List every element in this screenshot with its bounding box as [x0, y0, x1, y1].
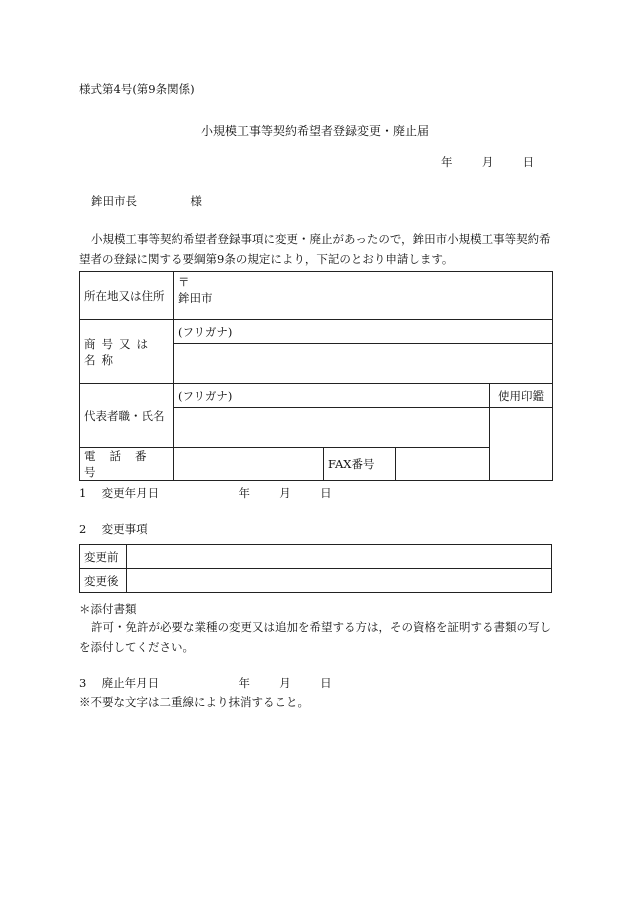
section-change-items	[79, 521, 148, 537]
after-field[interactable]	[127, 569, 552, 593]
before-label: 変更前	[80, 545, 127, 569]
date-day: 日	[522, 155, 535, 169]
page-title: 小規模工事等契約希望者登録変更・廃止届	[201, 124, 430, 138]
applicant-table	[79, 271, 553, 481]
attachments-text: 許可・免許が必要な業種の変更又は追加を希望する方は，その資格を証明する書類の写しを添付してください。	[79, 620, 551, 654]
seal-label: 使用印鑑	[490, 384, 553, 408]
representative-label: 代表者職・氏名	[80, 384, 174, 448]
representative-field[interactable]	[174, 408, 490, 448]
form-number: 様式第4号(第9条関係)	[79, 82, 195, 96]
trade-name-field[interactable]	[174, 344, 553, 384]
before-field[interactable]	[127, 545, 552, 569]
attachments-heading: ＊添付書類	[79, 602, 137, 616]
date-line	[441, 154, 534, 170]
representative-furigana-field[interactable]	[174, 384, 490, 408]
section-label: 廃止年月日	[101, 676, 160, 690]
address-field[interactable]	[174, 272, 553, 320]
date-month: 月	[481, 155, 494, 169]
seal-box[interactable]	[490, 408, 553, 481]
address-label: 所在地又は住所	[80, 272, 174, 320]
section-change-date	[79, 485, 332, 501]
date-year: 年	[441, 155, 453, 169]
section-label: 変更事項	[101, 522, 148, 536]
section-label: 変更年月日	[101, 486, 160, 500]
change-year: 年	[238, 486, 250, 500]
change-month: 月	[279, 486, 291, 500]
fax-field[interactable]	[396, 448, 490, 481]
addressee-name: 鉾田市長	[91, 194, 137, 208]
addressee	[91, 193, 202, 209]
section-abolish-date	[79, 675, 332, 691]
abolish-month: 月	[279, 676, 291, 690]
trade-name-furigana-field[interactable]	[174, 320, 553, 344]
abolish-year: 年	[238, 676, 250, 690]
addressee-honorific: 様	[190, 194, 202, 208]
phone-field[interactable]	[174, 448, 324, 481]
section-number: 1	[79, 486, 87, 500]
abolish-day: 日	[320, 676, 332, 690]
footnote: ※不要な文字は二重線により抹消すること。	[79, 695, 309, 709]
phone-label: 電話番号	[80, 448, 174, 481]
after-label: 変更後	[80, 569, 127, 593]
fax-label: FAX番号	[324, 448, 396, 481]
change-day: 日	[320, 486, 332, 500]
address-city: 鉾田市	[178, 291, 213, 305]
section-number: 2	[79, 522, 87, 536]
furigana-label: (フリガナ)	[178, 324, 233, 339]
postal-mark: 〒	[178, 275, 190, 289]
trade-name-label: 商号又は名称	[80, 320, 174, 384]
change-items-table	[79, 544, 552, 593]
section-number: 3	[79, 676, 87, 690]
intro-text: 小規模工事等契約希望者登録事項に変更・廃止があったので，鉾田市小規模工事等契約希望者の登録に関する要綱第9条の規定により，下記のとおり申請します。	[79, 232, 551, 266]
furigana-label: (フリガナ)	[178, 388, 233, 403]
